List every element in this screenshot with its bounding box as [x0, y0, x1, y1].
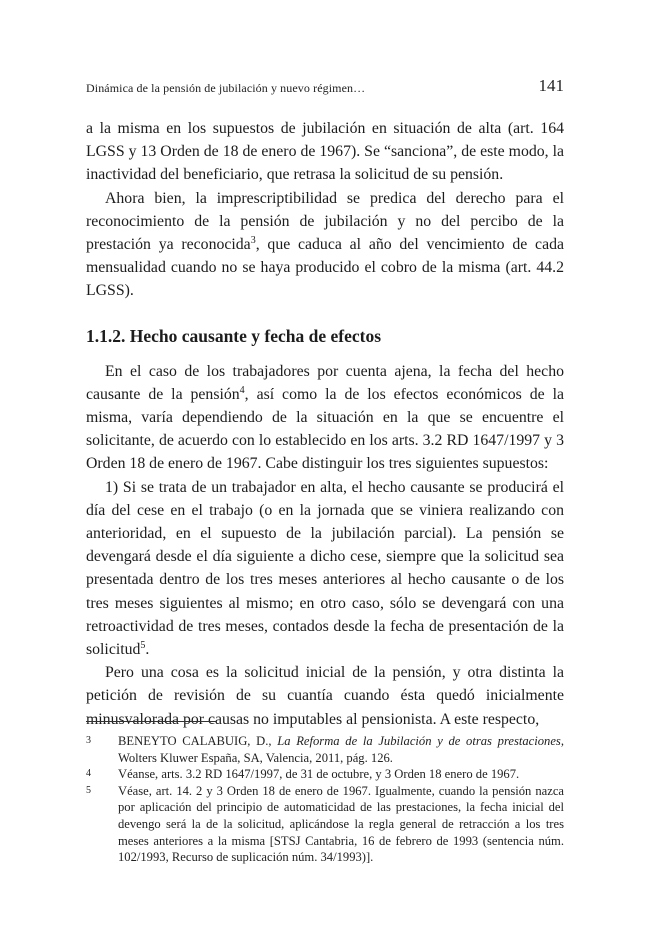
- paragraph: [86, 476, 564, 662]
- page-header: [86, 76, 564, 98]
- paragraph-text: En el caso de los trabajadores por cuenta ajena, la fecha del hecho causante de la pensión: [86, 362, 564, 403]
- page-number: 141: [538, 76, 564, 95]
- paragraph-text: , así como la de los efectos económicos de la misma, varía dependiendo de la situación en la que se encuentre el solicitante, de acuerdo con lo establecido en los arts. 3.2 RD 1647/1997 y 3 Orden 18 de enero de 1967. Cabe distinguir los tres siguientes supuestos:: [86, 385, 564, 473]
- footnote-text: [118, 733, 564, 766]
- footnote-number: 4: [86, 768, 91, 780]
- section-title: 1.1.2. Hecho causante y fecha de efectos: [86, 325, 382, 346]
- paragraph: [86, 187, 564, 303]
- footnote: [86, 733, 564, 766]
- paragraph-text: 1) Si se trata de un trabajador en alta, el hecho causante se producirá el día del cese en el trabajo (o en la jornada que se viniera realizando con anterioridad, en el supuesto de la jubilación parcial). La pensión se devengará desde el día siguiente a dicho cese, siempre que la solicitud sea presentada dentro de los tres meses anteriores al hecho causante o de los tres meses siguientes al mismo; en otro caso, sólo se devengará con una retroactividad de tres meses, contados desde la fecha de presentación de la solicitud: [86, 478, 564, 659]
- footnote-number: 3: [86, 735, 91, 746]
- footnotes: [86, 733, 564, 866]
- footnote-text: Véanse, arts. 3.2 RD 1647/1997, de 31 de octubre, y 3 Orden 18 enero de 1967.: [118, 767, 520, 782]
- footnote-book-title: La Reforma de la Jubilación y de otras prestaciones,: [277, 734, 564, 748]
- paragraph: [86, 360, 564, 476]
- paragraph-text: .: [145, 641, 150, 659]
- main-text: [86, 117, 564, 731]
- footnote-divider: [86, 721, 216, 722]
- footnote: [86, 783, 564, 866]
- footnote-text-part: BENEYTO CALABUIG, D.,: [118, 734, 278, 748]
- footnote-ref: 5: [140, 640, 146, 652]
- paragraph-text: Pero una cosa es la solicitud inicial de la pensión, y otra distinta la petición de revisión de su cuantía cuando ésta quedó inicialmente minusvalorada por causas no imputables al pensionista. A este respecto,: [86, 664, 564, 728]
- paragraph: [86, 117, 564, 187]
- paragraph-text: , que caduca al año del vencimiento de cada mensualidad cuando no se haya producido el cobro de la misma (art. 44.2 LGSS).: [86, 236, 564, 300]
- paragraph-text: Ahora bien, la imprescriptibilidad se predica del derecho para el reconocimiento de la pensión de jubilación y no del percibo de la prestación ya reconocida: [86, 189, 564, 254]
- footnote-text: Véase, art. 14. 2 y 3 Orden 18 de enero de 1967. Igualmente, cuando la pensión nazca por aplicación del principio de automaticidad de las prestaciones, la fecha inicial del devengo será la de la solicitud, aplicándose la regla general de retracción a los tres meses anteriores a la misma [STSJ Cantabria, 16 de febrero de 1993 (sentencia núm. 102/1993, Recurso de suplicación núm. 34/1993)].: [118, 783, 564, 865]
- footnote: [86, 766, 564, 783]
- footnote-ref: 3: [250, 235, 256, 247]
- footnote-ref: 4: [239, 384, 245, 396]
- paragraph-text: a la misma en los supuestos de jubilación en situación de alta (art. 164 LGSS y 13 Orden de 18 de enero de 1967). Se “sanciona”, de este modo, la inactividad del beneficiario, que retrasa la solicitud de su pensión.: [86, 120, 564, 184]
- footnote-text-part: Wolters Kluwer España, SA, Valencia, 2011, pág. 126.: [118, 750, 393, 765]
- running-head: Dinámica de la pensión de jubilación y nuevo régimen…: [86, 81, 366, 95]
- footnote-number: 5: [86, 784, 91, 796]
